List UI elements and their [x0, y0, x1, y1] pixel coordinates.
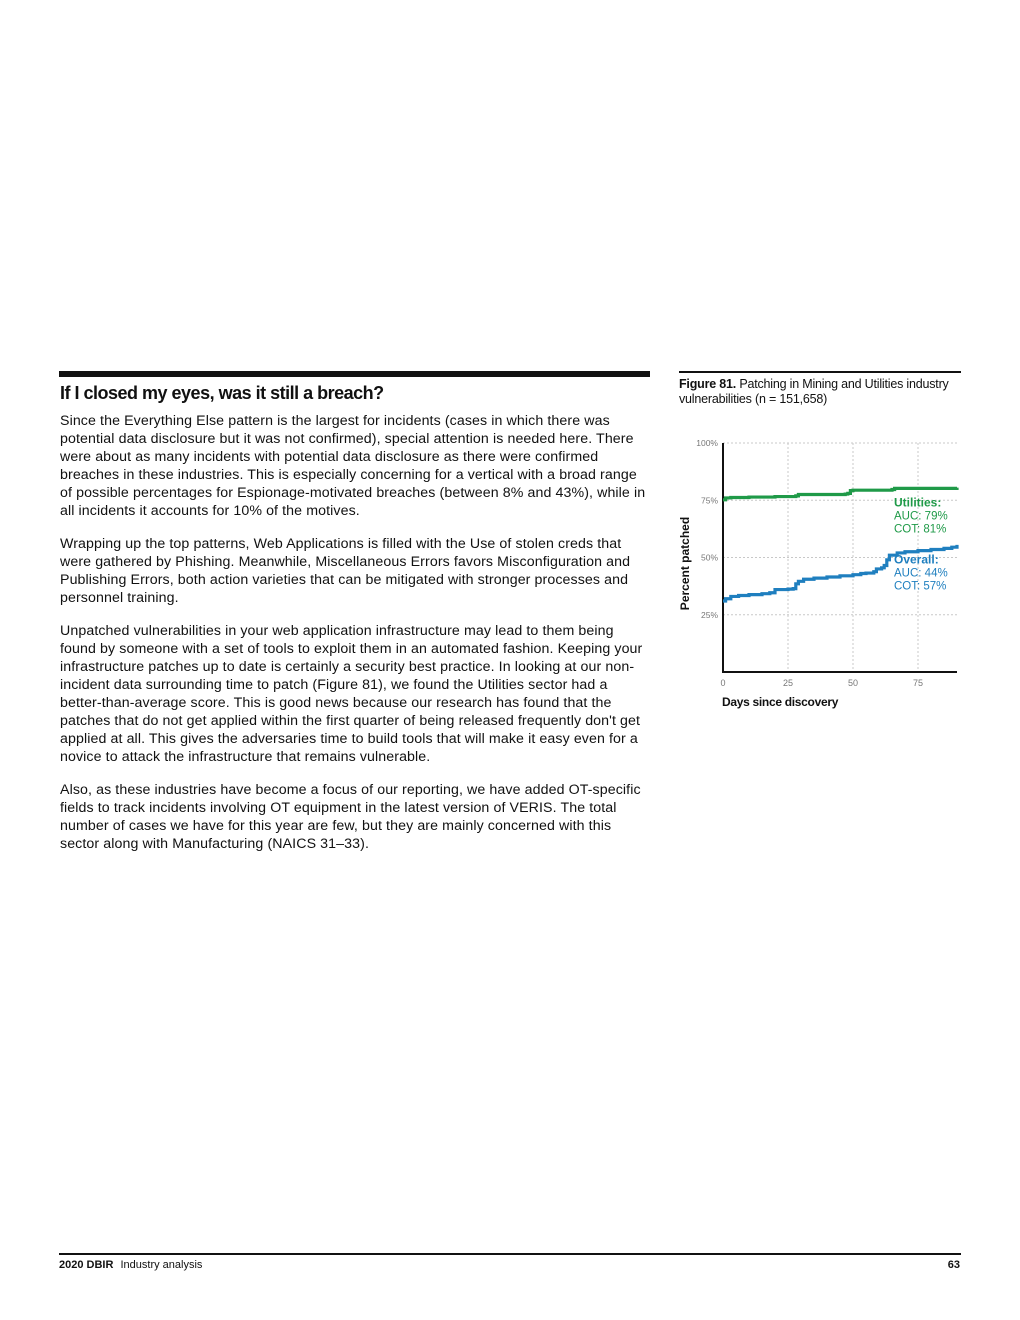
annotation-stat-overall: AUC: 44%	[894, 567, 948, 580]
body-paragraph-1: Since the Everything Else pattern is the largest for incidents (cases in which there was potential data disclosure but it was not confirmed), special attention is needed here. There were about as many incidents with potential data disclosure as there were confirmed breaches in these industries. This is especially concerning for a vertical with a broad range of possible percentages for Espionage-motivated breaches (between 8% and 43%), while in all incidents it accounts for 10% of the motives.	[60, 413, 646, 519]
x-tick-label: 25	[782, 678, 794, 688]
y-tick-label: 50%	[700, 552, 718, 563]
footer-brand: 2020 DBIR	[59, 1259, 114, 1271]
footer-left	[59, 1259, 202, 1271]
x-tick-label: 50	[847, 678, 859, 688]
body-paragraph-4: Also, as these industries have become a focus of our reporting, we have added OT-specific fields to track incidents involving OT equipment in the latest version of VERIS. The total number of cases we have for this year are few, but they are mainly concerned with this sector along with Manufacturing (NAICS 31–33).	[60, 782, 641, 852]
x-tick-labels	[720, 678, 923, 688]
x-tick-label: 75	[912, 678, 924, 688]
footer-section: Industry analysis	[120, 1259, 203, 1271]
annotation-stat-overall: COT: 57%	[894, 580, 947, 593]
y-tick-labels	[696, 438, 718, 620]
x-axis-label: Days since discovery	[722, 695, 839, 709]
figure-label: Figure 81.	[679, 377, 737, 391]
series-annotations	[894, 495, 948, 592]
y-tick-label: 100%	[696, 438, 718, 448]
y-axis-label: Percent patched	[678, 516, 692, 611]
footer-rule	[59, 1253, 961, 1255]
body-paragraph-2: Wrapping up the top patterns, Web Applications is filled with the Use of stolen creds that were gathered by Phishing. Meanwhile, Miscellaneous Errors favors Misconfiguration and Publishing Errors, both action varieties that can be mitigated with stronger processes and personnel training.	[60, 536, 631, 606]
annotation-stat-utilities: AUC: 79%	[894, 510, 948, 523]
section-top-rule	[59, 371, 650, 377]
figure-caption-text: Patching in Mining and Utilities industry vulnerabilities (n = 151,658)	[679, 377, 949, 406]
y-tick-label: 25%	[700, 609, 718, 620]
section-title: If I closed my eyes, was it still a breach?	[60, 383, 384, 403]
annotation-stat-utilities: COT: 81%	[894, 523, 947, 536]
annotation-title-utilities: Utilities:	[894, 495, 942, 510]
figure-top-rule	[679, 371, 961, 373]
section-body	[60, 412, 650, 868]
body-paragraph-3: Unpatched vulnerabilities in your web application infrastructure may lead to them being found by someone with a set of tools to exploit them in an automated fashion. Keeping your infrastructure patches up to date is certainly a security best practice. In looking at our non-incident data surrounding time to patch (Figure 81), we found the Utilities sector had a better-than-average score. This is good news because our research has found that the patches that do not get applied within the first quarter of being released frequently don't get applied at all. This gives the adversaries time to build tools that will make it easy even for a novice to attack the infrastructure that remains vulnerable.	[60, 623, 643, 765]
x-tick-label: 0	[720, 678, 726, 688]
annotation-title-overall: Overall:	[894, 552, 939, 567]
patching-chart	[675, 430, 965, 720]
figure-caption	[679, 377, 961, 407]
page-number: 63	[947, 1259, 960, 1271]
y-tick-label: 75%	[700, 495, 718, 506]
